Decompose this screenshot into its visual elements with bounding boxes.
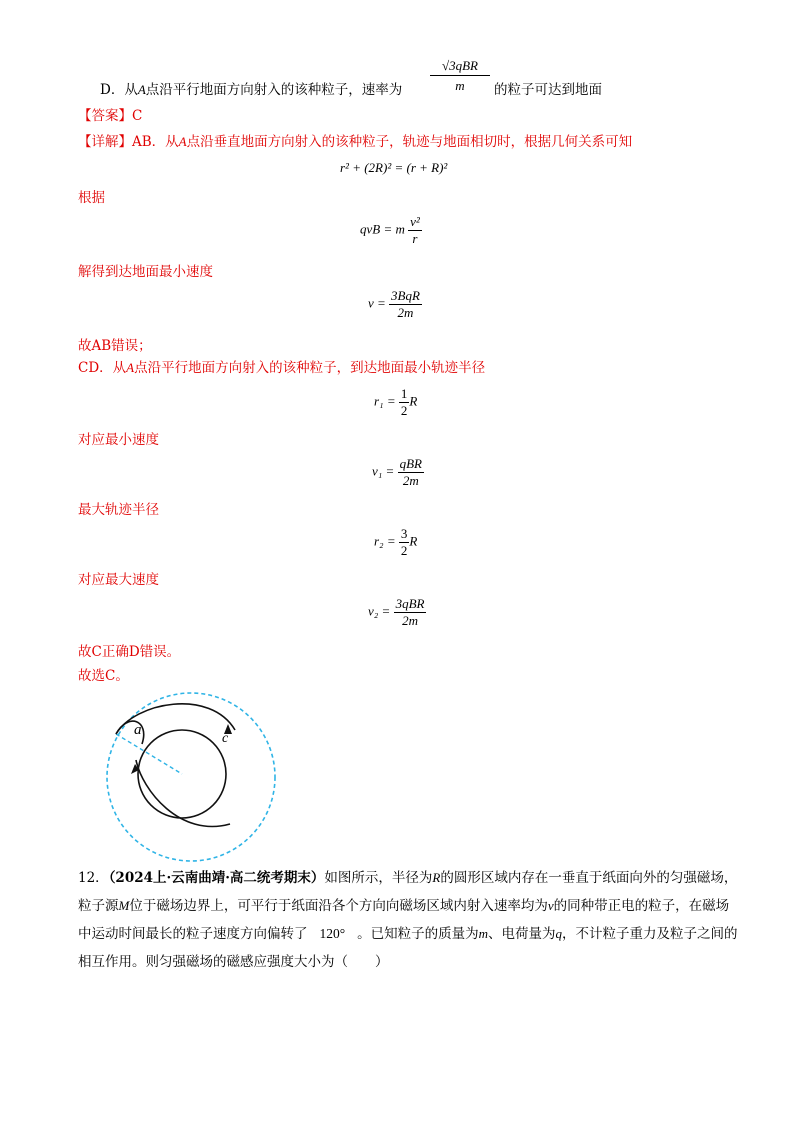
cd-intro-1: CD．从 [78, 360, 127, 376]
q12-text-2: 的圆形区域内存在一垂直于纸面向外的匀强磁场，粒子源 [78, 870, 738, 914]
trajectory-figure [90, 690, 290, 870]
option-d-frac-den: m [455, 78, 465, 93]
q12-r: R [432, 870, 441, 885]
eq4-fraction [399, 386, 410, 419]
q12-m: m [478, 926, 489, 941]
eq3-left: v = [368, 295, 386, 311]
eq7-num: 3qBR [395, 596, 425, 611]
equation-5 [372, 456, 424, 489]
min-speed-text: 对应最小速度 [78, 432, 159, 448]
eq2-num: v² [410, 214, 420, 229]
option-d-fraction [430, 58, 490, 94]
eq2-fraction [408, 214, 422, 247]
eq7-den: 2m [394, 612, 427, 629]
q12-source: （2024上·云南曲靖·高二统考期末） [108, 870, 325, 886]
cd-intro-2: 点沿平行地面方向射入的该种粒子，到达地面最小轨迹半径 [134, 360, 486, 376]
equation-6 [374, 526, 417, 559]
point-a: A [126, 360, 135, 375]
eq6-left: r₂ = [374, 533, 396, 549]
equation-1: r² + (2R)² = (r + R)² [340, 160, 448, 175]
q12-text-1: 如图所示，半径为 [324, 870, 433, 886]
option-d-prefix: D．从 [100, 82, 138, 98]
eq5-fraction [398, 456, 424, 489]
ab-intro-2: 点沿垂直地面方向射入的该种粒子，轨迹与地面相切时，根据几何关系可知 [186, 134, 633, 150]
q12-text-6: 、电荷量为 [488, 926, 556, 942]
q12-text-7: ，不计粒子重力及粒子之间的相互作用。则匀强磁场的磁感应强度大小为（ ） [78, 926, 738, 970]
q12-m-point: M [118, 898, 130, 913]
eq2-left: qvB = m [360, 221, 405, 237]
equation-3 [368, 288, 422, 321]
conclusion-text: 故C正确D错误。 [78, 644, 181, 660]
equation-7 [368, 596, 426, 629]
eq4-left: r₁ = [374, 393, 396, 409]
question-12 [78, 864, 738, 976]
answer-label: 【答案】 [78, 108, 132, 124]
eq3-num: 3BqR [391, 288, 420, 303]
point-a: A [137, 82, 146, 97]
eq3-fraction [389, 288, 422, 321]
detail-label: 【详解】 [78, 134, 132, 150]
q12-text-5: 。已知粒子的质量为 [357, 926, 479, 942]
eq6-num: 3 [400, 526, 408, 541]
equation-2 [360, 214, 422, 247]
eq6-fraction [399, 526, 410, 559]
eq5-num: qBR [399, 456, 422, 471]
label-c: c [222, 731, 229, 746]
q12-text-4: 的同种带正电的粒子，在磁场中运动时间最长的粒子速度方向偏转了 [78, 898, 730, 942]
trajectory-lower-arc [136, 760, 230, 827]
eq7-fraction [394, 596, 427, 629]
ab-intro-1: AB．从 [132, 134, 179, 150]
max-speed-text: 对应最大速度 [78, 572, 159, 588]
q12-text-3: 位于磁场边界上，可平行于纸面沿各个方向向磁场区域内射入速率均为 [129, 898, 548, 914]
eq3-den: 2m [389, 304, 422, 321]
genju-text: 根据 [78, 190, 105, 206]
point-a: A [178, 134, 187, 149]
q12-angle: 120° [319, 926, 346, 941]
label-a: a [134, 722, 142, 738]
eq4-right: R [409, 393, 418, 409]
option-d-frac-num: √3qBR [430, 58, 490, 76]
eq5-den: 2m [398, 472, 424, 489]
answer-value: C [132, 108, 143, 124]
eq5-left: v₁ = [372, 463, 395, 479]
choice-text: 故选C。 [78, 668, 129, 684]
option-d-line [100, 80, 402, 100]
q12-q: q [555, 926, 563, 941]
eq6-den: 2 [400, 543, 408, 558]
option-d-middle: 点沿平行地面方向射入的该种粒子，速率为 [145, 82, 403, 98]
detail-cd-intro [78, 358, 485, 378]
answer-line [78, 106, 142, 126]
dashed-radius-line [116, 734, 182, 774]
solve-text: 解得到达地面最小速度 [78, 264, 213, 280]
eq4-den: 2 [400, 403, 408, 418]
q12-number: 12． [78, 870, 109, 886]
ab-wrong-text: 故AB错误； [78, 338, 152, 354]
eq7-left: v₂ = [368, 603, 391, 619]
detail-ab-intro [78, 132, 632, 152]
eq2-den: r [408, 230, 422, 247]
max-radius-text: 最大轨迹半径 [78, 502, 159, 518]
eq4-num: 1 [400, 386, 408, 401]
q12-v: v [547, 898, 554, 913]
eq6-right: R [409, 533, 418, 549]
option-d-suffix: 的粒子可达到地面 [494, 82, 602, 98]
equation-4 [374, 386, 417, 419]
